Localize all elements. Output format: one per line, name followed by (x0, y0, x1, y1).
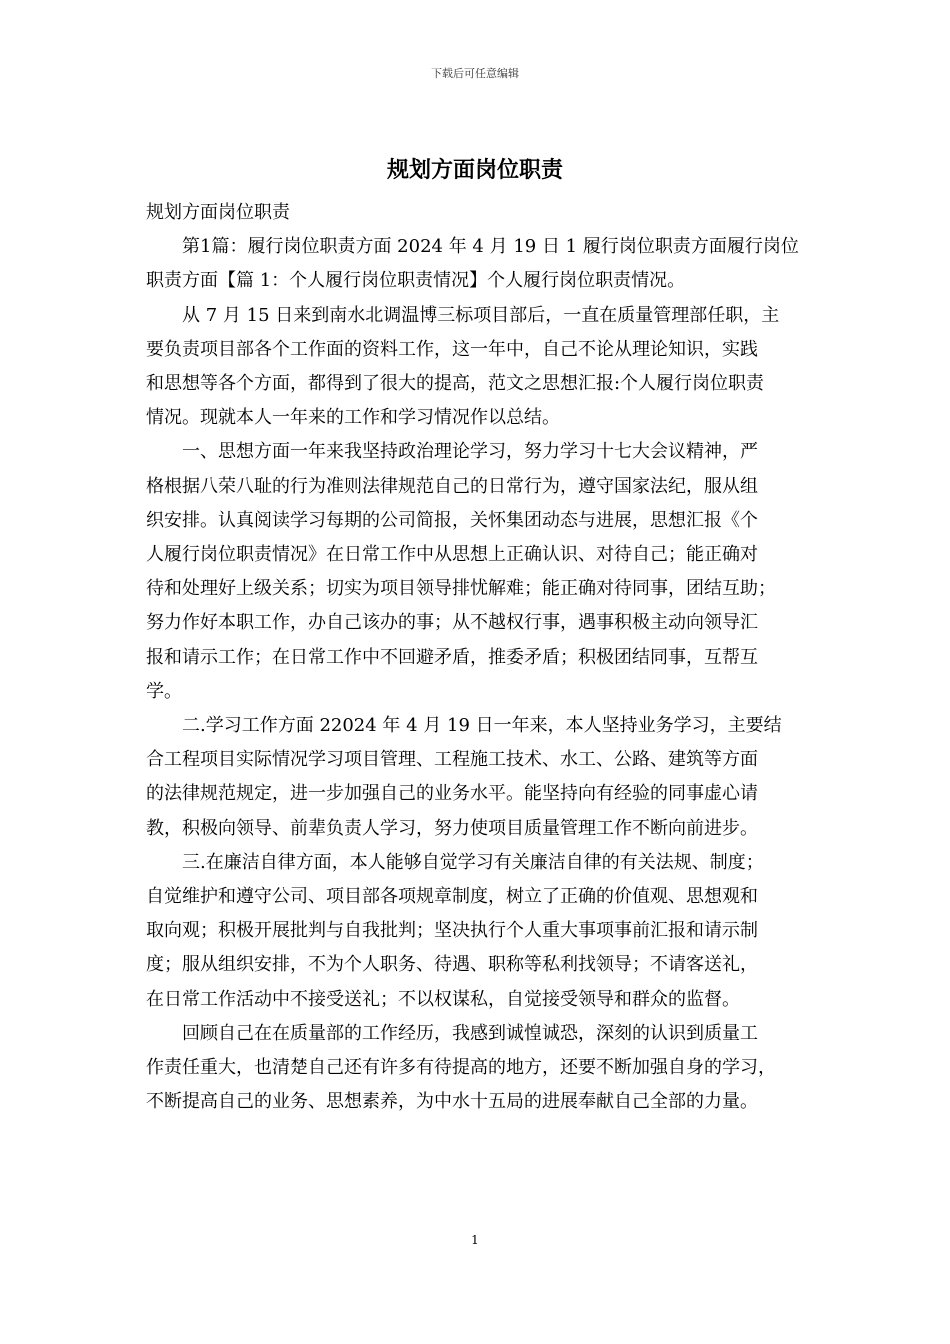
text-line: 报和请示工作；在日常工作中不回避矛盾，推委矛盾；积极团结同事，互帮互 (146, 646, 758, 668)
text-line: 第1篇：履行岗位职责方面 2024 年 4 月 19 日 1 履行岗位职责方面履行岗位 (146, 236, 799, 258)
text-line: 努力作好本职工作，办自己该办的事；从不越权行事，遇事积极主动向领导汇 (146, 612, 758, 634)
text-line: 二.学习工作方面 22024 年 4 月 19 日一年来，本人坚持业务学习，主要结 (146, 715, 782, 737)
text-line: 待和处理好上级关系；切实为项目领导排忧解难；能正确对待同事，团结互助； (146, 578, 776, 600)
document-body (146, 196, 812, 1119)
text-line: 规划方面岗位职责 (146, 202, 290, 223)
page-number: 1 (471, 1233, 479, 1247)
text-line: 格根据八荣八耻的行为准则法律规范自己的日常行为，遵守国家法纪，服从组 (146, 475, 758, 497)
text-line: 人履行岗位职责情况》在日常工作中从思想上正确认识、对待自己；能正确对 (146, 544, 758, 566)
text-line: 不断提高自己的业务、思想素养，为中水十五局的进展奉献自己全部的力量。 (146, 1091, 758, 1113)
text-line: 情况。现就本人一年来的工作和学习情况作以总结。 (146, 407, 560, 429)
text-line: 三.在廉洁自律方面，本人能够自觉学习有关廉洁自律的有关法规、制度； (146, 851, 764, 873)
text-line: 职责方面【篇 1：个人履行岗位职责情况】个人履行岗位职责情况。 (146, 270, 686, 292)
text-line: 学。 (146, 680, 182, 702)
text-line: 度；服从组织安排，不为个人职务、待遇、职称等私利找领导；不请客送礼， (146, 954, 758, 976)
text-line: 在日常工作活动中不接受送礼；不以权谋私，自觉接受领导和群众的监督。 (146, 988, 740, 1010)
header-note: 下载后可任意编辑 (431, 67, 519, 80)
text-line: 从 7 月 15 日来到南水北调温博三标项目部后，一直在质量管理部任职，主 (146, 304, 780, 326)
text-line: 取向观；积极开展批判与自我批判；坚决执行个人重大事项事前汇报和请示制 (146, 920, 758, 942)
text-line: 要负责项目部各个工作面的资料工作，这一年中，自己不论从理论知识，实践 (146, 338, 758, 360)
document-title: 规划方面岗位职责 (386, 157, 563, 183)
text-line: 的法律规范规定，进一步加强自己的业务水平。能坚持向有经验的同事虚心请 (146, 783, 758, 805)
text-line: 合工程项目实际情况学习项目管理、工程施工技术、水工、公路、建筑等方面 (146, 749, 758, 771)
text-line: 回顾自己在在质量部的工作经历，我感到诚惶诚恐，深刻的认识到质量工 (146, 1022, 758, 1044)
text-line: 织安排。认真阅读学习每期的公司简报，关怀集团动态与进展，思想汇报《个 (146, 509, 758, 531)
text-line: 一、思想方面一年来我坚持政治理论学习，努力学习十七大会议精神，严 (146, 441, 758, 463)
text-line: 教，积极向领导、前辈负责人学习，努力使项目质量管理工作不断向前进步。 (146, 817, 758, 839)
text-line: 作责任重大，也清楚自己还有许多有待提高的地方，还要不断加强自身的学习， (146, 1057, 776, 1079)
text-line: 和思想等各个方面，都得到了很大的提高，范文之思想汇报:个人履行岗位职责 (146, 373, 765, 395)
text-line: 自觉维护和遵守公司、项目部各项规章制度，树立了正确的价值观、思想观和 (146, 886, 758, 908)
